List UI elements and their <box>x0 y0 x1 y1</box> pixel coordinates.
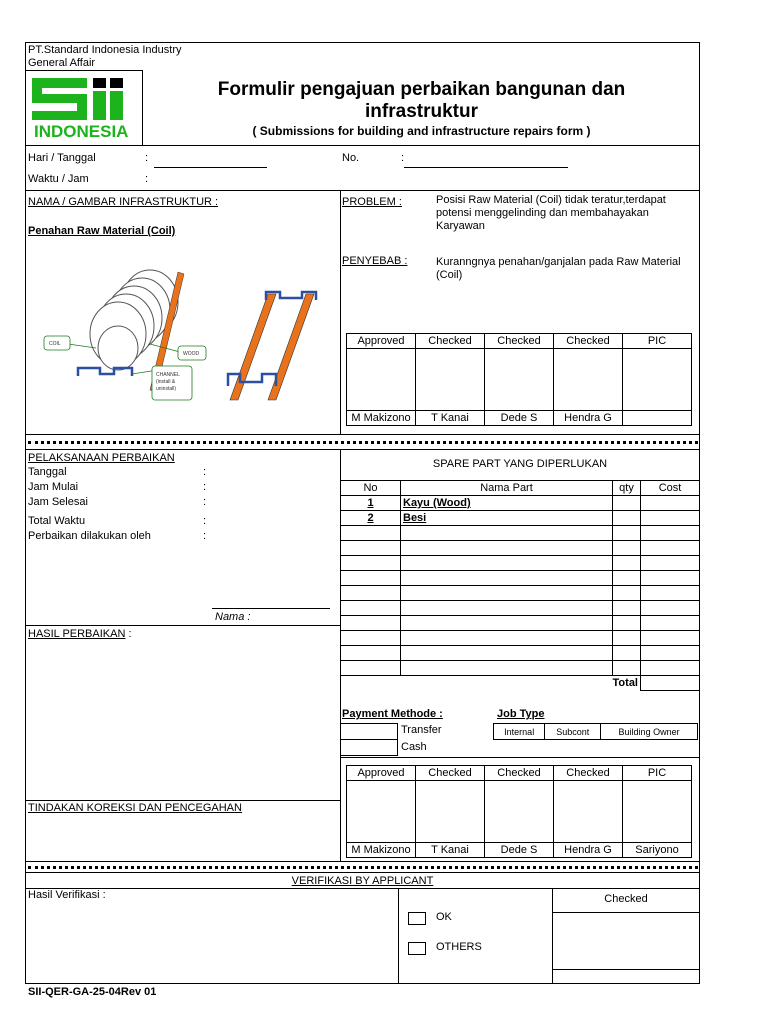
colon: : <box>128 628 132 640</box>
document-code: SII-QER-GA-25-04Rev 01 <box>28 986 157 998</box>
divider <box>25 190 700 191</box>
hari-input-line[interactable] <box>154 167 267 168</box>
colon: : <box>203 515 207 527</box>
pelaksanaan-heading: PELAKSANAAN PERBAIKAN <box>28 452 175 464</box>
colon: : <box>401 152 405 164</box>
table-row[interactable] <box>341 631 700 646</box>
spare-title: SPARE PART YANG DIPERLUKAN <box>432 458 608 470</box>
row-no: 2 <box>341 511 401 526</box>
field-perbaikan-oleh: Perbaikan dilakukan oleh <box>28 530 151 542</box>
sig-header: PIC <box>623 334 692 349</box>
checked-label: Checked <box>604 893 648 905</box>
payment-options <box>340 723 398 756</box>
table-row[interactable] <box>341 526 700 541</box>
sig-name: T Kanai <box>416 843 485 858</box>
sig-header: Checked <box>485 766 554 781</box>
dotted-separator <box>28 441 698 444</box>
sig-header: Checked <box>554 766 623 781</box>
table-row[interactable] <box>341 661 700 676</box>
sig-name: M Makizono <box>347 843 416 858</box>
form-title <box>143 79 700 123</box>
table-row[interactable] <box>341 601 700 616</box>
hari-label: Hari / Tanggal <box>28 152 96 164</box>
cash-checkbox-cell[interactable] <box>341 740 398 756</box>
signature-cell[interactable] <box>623 349 692 411</box>
table-row <box>341 511 700 526</box>
job-type-label: Job Type <box>497 708 545 720</box>
table-row[interactable] <box>341 616 700 631</box>
divider <box>340 757 700 758</box>
row-qty[interactable] <box>613 496 641 511</box>
sig-header: PIC <box>623 766 692 781</box>
no-input-line[interactable] <box>404 167 568 168</box>
row-no: 1 <box>341 496 401 511</box>
colon: : <box>145 152 149 164</box>
divider <box>25 145 700 146</box>
signature-line[interactable] <box>212 608 330 609</box>
col-header-qty: qty <box>613 481 641 496</box>
no-label: No. <box>342 152 360 164</box>
job-type-subcont[interactable]: Subcont <box>545 724 601 740</box>
sig-name <box>623 411 692 426</box>
dotted-separator <box>28 866 698 869</box>
title-line-2: infrastruktur <box>365 101 478 122</box>
divider <box>25 872 700 873</box>
row-cost[interactable] <box>641 511 700 526</box>
divider <box>398 888 399 984</box>
waktu-label: Waktu / Jam <box>28 173 89 185</box>
sig-name: T Kanai <box>416 411 485 426</box>
others-checkbox[interactable] <box>408 942 426 955</box>
total-label: Total <box>341 676 641 691</box>
coil-label: COIL <box>49 341 61 347</box>
hasil-heading <box>28 628 132 640</box>
total-value[interactable] <box>641 676 700 691</box>
form-subtitle: ( Submissions for building and infrastructure repairs form ) <box>252 124 591 138</box>
infra-item: Penahan Raw Material (Coil) <box>28 225 176 237</box>
divider <box>25 625 340 626</box>
row-part-name: Besi <box>401 511 613 526</box>
colon: : <box>203 530 207 542</box>
divider <box>552 969 700 970</box>
ok-checkbox[interactable] <box>408 912 426 925</box>
divider <box>25 861 700 862</box>
verifikasi-label: VERIFIKASI <box>291 875 353 887</box>
job-type-options <box>493 723 698 740</box>
wood-label: WOOD <box>183 351 200 357</box>
channel-label-3: uninstall) <box>156 386 177 392</box>
field-total-waktu: Total Waktu <box>28 515 86 527</box>
sig-name: Dede S <box>485 843 554 858</box>
sig-name: Hendra G <box>554 843 623 858</box>
signature-cell[interactable] <box>554 349 623 411</box>
sii-logo-icon <box>30 76 130 122</box>
sig-header: Checked <box>554 334 623 349</box>
hasil-label: HASIL PERBAIKAN <box>28 628 126 640</box>
col-header-cost: Cost <box>641 481 700 496</box>
sig-name: Sariyono <box>623 843 692 858</box>
sig-header: Approved <box>347 766 416 781</box>
colon: : <box>145 173 149 185</box>
field-jam-mulai: Jam Mulai <box>28 481 79 493</box>
signature-cell[interactable] <box>554 781 623 843</box>
row-qty[interactable] <box>613 511 641 526</box>
approval-table-2 <box>346 765 692 858</box>
signature-cell[interactable] <box>347 349 416 411</box>
field-jam-selesai: Jam Selesai <box>28 496 88 508</box>
cause-label: PENYEBAB : <box>342 255 408 267</box>
transfer-checkbox-cell[interactable] <box>341 724 398 740</box>
row-part-name: Kayu (Wood) <box>401 496 613 511</box>
problem-label: PROBLEM : <box>342 196 402 208</box>
company-name: PT.Standard Indonesia Industry <box>28 44 182 56</box>
job-type-internal[interactable]: Internal <box>494 724 545 740</box>
signature-cell[interactable] <box>623 781 692 843</box>
title-line-1: Formulir pengajuan perbaikan bangunan dan <box>217 79 626 100</box>
sig-header: Checked <box>416 766 485 781</box>
divider <box>25 888 700 889</box>
signature-cell[interactable] <box>416 781 485 843</box>
sig-header: Checked <box>485 334 554 349</box>
company-logo <box>30 76 130 142</box>
ok-label: OK <box>436 911 452 923</box>
logo-subtext: INDONESIA <box>34 122 129 141</box>
table-row <box>341 496 700 511</box>
divider <box>340 190 341 434</box>
spare-part-table <box>340 480 700 691</box>
table-row[interactable] <box>341 556 700 571</box>
problem-text: Posisi Raw Material (Coil) tidak teratur,terdapat potensi menggelinding dan membahayakan Karyawan <box>436 194 666 232</box>
signature-cell[interactable] <box>416 349 485 411</box>
divider <box>25 800 340 801</box>
hasil-verifikasi-label: Hasil Verifikasi : <box>28 889 106 901</box>
checked-signature-cell[interactable] <box>553 913 699 969</box>
table-row[interactable] <box>341 586 700 601</box>
nama-label: Nama : <box>215 611 251 623</box>
department-name: General Affair <box>28 57 96 69</box>
col-header-part: Nama Part <box>401 481 613 496</box>
field-tanggal: Tanggal <box>28 466 67 478</box>
colon: : <box>203 466 207 478</box>
divider <box>25 434 700 435</box>
sig-name: M Makizono <box>347 411 416 426</box>
others-label: OTHERS <box>436 941 482 953</box>
verifikasi-heading <box>25 875 700 887</box>
sig-header: Checked <box>416 334 485 349</box>
infra-heading: NAMA / GAMBAR INFRASTRUKTUR : <box>28 196 219 208</box>
signature-cell[interactable] <box>485 781 554 843</box>
job-type-building-owner[interactable]: Building Owner <box>601 724 698 740</box>
verifikasi-by: BY APPLICANT <box>352 875 434 887</box>
colon: : <box>203 481 207 493</box>
sig-name: Dede S <box>485 411 554 426</box>
payment-label: Payment Methode : <box>342 708 443 720</box>
channel-label-2: (install & <box>156 379 176 385</box>
sig-name: Hendra G <box>554 411 623 426</box>
table-row[interactable] <box>341 571 700 586</box>
payment-cash: Cash <box>401 741 427 753</box>
tindakan-heading: TINDAKAN KOREKSI DAN PENCEGAHAN <box>28 802 242 814</box>
sig-header: Approved <box>347 334 416 349</box>
table-row[interactable] <box>341 646 700 661</box>
approval-table-1 <box>346 333 692 426</box>
table-row[interactable] <box>341 541 700 556</box>
cause-text: Kuranngnya penahan/ganjalan pada Raw Material (Coil) <box>436 256 681 281</box>
divider <box>25 70 142 71</box>
signature-cell[interactable] <box>485 349 554 411</box>
divider <box>25 449 700 450</box>
channel-label: CHANNEL <box>156 372 180 378</box>
col-header-no: No <box>341 481 401 496</box>
payment-transfer: Transfer <box>401 724 442 736</box>
colon: : <box>203 496 207 508</box>
coil-diagram <box>40 262 330 412</box>
row-cost[interactable] <box>641 496 700 511</box>
signature-cell[interactable] <box>347 781 416 843</box>
